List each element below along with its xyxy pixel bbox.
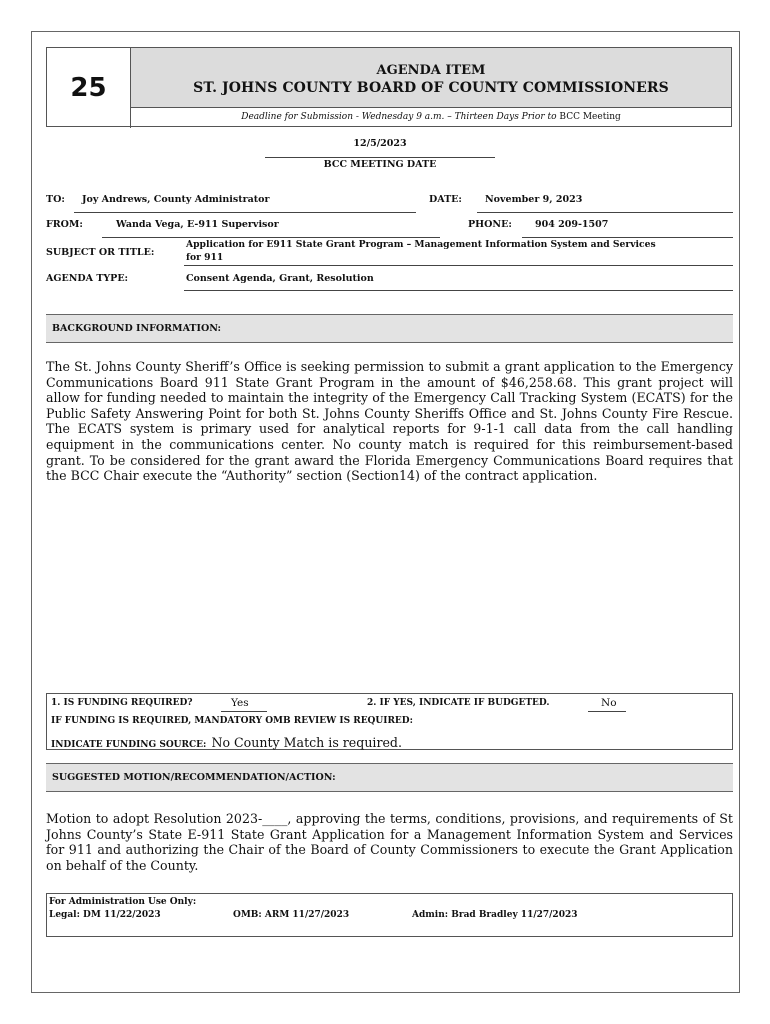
admin-legal: Legal: DM 11/22/2023 xyxy=(49,910,161,920)
date-underline xyxy=(477,212,733,213)
deadline-note-text: Deadline for Submission - Wednesday 9 a.m. – Thirteen Days Prior to xyxy=(241,112,557,122)
header-title-block xyxy=(131,48,731,108)
omb-review-note: IF FUNDING IS REQUIRED, MANDATORY OMB REVIEW IS REQUIRED: xyxy=(51,716,413,726)
funding-box xyxy=(46,693,733,750)
budgeted-underline xyxy=(588,711,626,712)
funding-required-label: 1. IS FUNDING REQUIRED? xyxy=(51,698,193,708)
funding-source-value: No County Match is required. xyxy=(211,735,402,750)
phone-underline xyxy=(522,237,733,238)
admin-signoff: Admin: Brad Bradley 11/27/2023 xyxy=(412,910,578,920)
phone-label: PHONE: xyxy=(468,219,512,230)
subject-line1: Application for E911 State Grant Program – Management Information System and Services xyxy=(186,239,656,250)
deadline-note xyxy=(131,108,731,127)
admin-omb: OMB: ARM 11/27/2023 xyxy=(233,910,350,920)
motion-heading: SUGGESTED MOTION/RECOMMENDATION/ACTION: xyxy=(46,763,733,792)
meeting-date: 12/5/2023 xyxy=(353,138,407,149)
to-underline xyxy=(74,212,416,213)
meeting-date-underline xyxy=(265,157,495,158)
subject-line2: for 911 xyxy=(186,252,224,263)
admin-box xyxy=(46,893,733,937)
agenda-item-number: 25 xyxy=(47,48,131,128)
background-text: The St. Johns County Sheriff’s Office is seeking permission to submit a grant application to the Emergency Communications Board 911 State Grant Program in the amount of $46,258.68. This grant project will allow for funding needed to maintain the integrity of the Emergency Call Tracking System (ECATS) for the Public Safety Answering Point for both St. Johns County Sheriffs Office and St. Johns County Fire Rescue. The ECATS system is primary used for analytical reports for 9-1-1 call data from the call handling equipment in the communications center. No county match is required for this reimbursement-based grant. To be considered for the grant award the Florida Emergency Communications Board requires that the BCC Chair execute the “Authority” section (Section14) of the contract application. xyxy=(46,359,733,484)
date-label: DATE: xyxy=(429,194,462,205)
funding-source-row xyxy=(51,732,402,751)
from-underline xyxy=(102,237,440,238)
admin-use-label: For Administration Use Only: xyxy=(49,897,197,907)
phone-value: 904 209-1507 xyxy=(535,219,609,230)
subject-underline xyxy=(184,265,733,266)
agenda-header xyxy=(46,47,732,127)
budgeted-label: 2. IF YES, INDICATE IF BUDGETED. xyxy=(367,698,550,708)
deadline-note-suffix: BCC Meeting xyxy=(559,112,621,122)
header-title-line2: ST. JOHNS COUNTY BOARD OF COUNTY COMMISSIONERS xyxy=(193,80,669,96)
agenda-type-label: AGENDA TYPE: xyxy=(46,273,129,284)
header-title-line1: AGENDA ITEM xyxy=(376,63,486,78)
from-value: Wanda Vega, E-911 Supervisor xyxy=(116,219,279,230)
agenda-type-underline xyxy=(184,290,733,291)
to-value: Joy Andrews, County Administrator xyxy=(82,194,270,205)
meeting-date-label: BCC MEETING DATE xyxy=(323,159,437,170)
funding-required-value: Yes xyxy=(231,697,249,709)
budgeted-value: No xyxy=(601,697,617,709)
agenda-page xyxy=(31,31,740,993)
to-label: TO: xyxy=(46,194,65,205)
motion-text: Motion to adopt Resolution 2023-____, approving the terms, conditions, provisions, and requirements of St Johns County’s State E-911 State Grant Application for a Management Information System and Services for 911 and authorizing the Chair of the Board of County Commissioners to execute the Grant Application on behalf of the County. xyxy=(46,811,733,873)
date-value: November 9, 2023 xyxy=(485,194,583,205)
funding-required-underline xyxy=(221,711,267,712)
funding-source-label: INDICATE FUNDING SOURCE: xyxy=(51,740,207,750)
from-label: FROM: xyxy=(46,219,83,230)
background-heading: BACKGROUND INFORMATION: xyxy=(46,314,733,343)
subject-label: SUBJECT OR TITLE: xyxy=(46,247,155,258)
agenda-type-value: Consent Agenda, Grant, Resolution xyxy=(186,273,374,284)
